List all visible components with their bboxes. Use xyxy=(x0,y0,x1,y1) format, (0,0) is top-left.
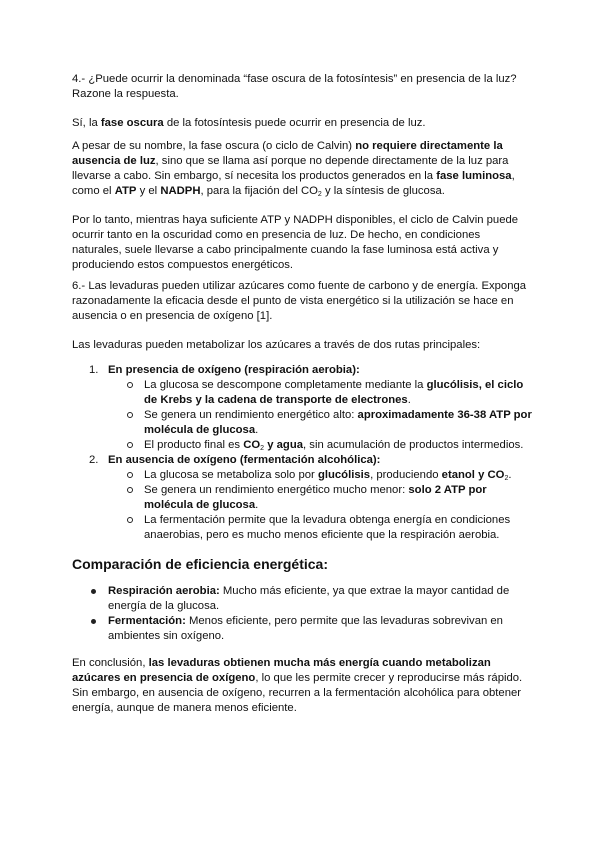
list-item xyxy=(72,584,532,614)
bold-text: ATP xyxy=(114,185,137,197)
comparison-list xyxy=(72,584,532,644)
question-6: 6.- Las levaduras pueden utilizar azúcares como fuente de carbono y de energía. Exponga razonadamente la eficacia desde el punto de vista energético si la utilización se hace en ausencia o en presencia de oxígeno [1]. xyxy=(72,280,527,322)
list-item: La fermentación permite que la levadura obtenga energía en condiciones anaerobias, pero es mucho menos eficiente que la respiración aerobia. xyxy=(108,513,532,543)
text: . xyxy=(407,394,411,406)
text: , para la fijación del CO xyxy=(200,185,318,197)
route-anaerobic xyxy=(72,453,532,543)
list-number: 1. xyxy=(89,364,99,376)
text: de la fotosíntesis puede ocurrir en presencia de luz. xyxy=(163,117,426,129)
route-aerobic xyxy=(72,363,532,453)
routes-list xyxy=(72,363,532,543)
list-item xyxy=(108,408,532,438)
comparison-heading: Comparación de eficiencia energética: xyxy=(72,556,328,572)
text: . xyxy=(508,469,512,481)
bold-text: glucólisis, el ciclo de Krebs y la cadena de transporte de electrones xyxy=(144,379,524,406)
list-item xyxy=(108,468,532,483)
text: y el xyxy=(136,185,161,197)
bold-text: las levaduras obtienen mucha más energía cuando metabolizan azúcares en presencia de oxígeno xyxy=(72,657,491,684)
text: y la síntesis de glucosa. xyxy=(321,185,445,197)
bold-text: aproximadamente 36-38 ATP por molécula de glucosa xyxy=(144,409,532,436)
route-details xyxy=(108,378,532,453)
text: . xyxy=(255,499,259,511)
text: , sin acumulación de productos intermedios. xyxy=(303,439,524,451)
text: , lo que les permite crecer y reproducirse más rápido. Sin embargo, en ausencia de oxígeno, recurren a la fermentación alcohólica para obtener energía, aunque de manera menos eficiente. xyxy=(72,672,523,714)
bold-text: no requiere directamente la ausencia de luz xyxy=(72,140,503,167)
answer-4-paragraph-2 xyxy=(72,139,532,199)
text: La glucosa se metaboliza solo por xyxy=(144,469,318,481)
text: En conclusión, xyxy=(72,657,149,669)
list-number: 2. xyxy=(89,454,99,466)
bold-text: fase oscura xyxy=(100,117,164,129)
list-item xyxy=(108,483,532,513)
text: , sino que se llama así porque no depende directamente de la luz para llevarse a cabo. Sin embargo, sí necesita los productos generados en la xyxy=(72,155,509,182)
route-title: En ausencia de oxígeno (fermentación alcohólica): xyxy=(108,454,381,466)
text: Se genera un rendimiento energético mucho menor: xyxy=(144,484,409,496)
subscript: 2 xyxy=(260,445,265,452)
subscript: 2 xyxy=(317,191,322,198)
bold-text: y agua xyxy=(264,439,304,451)
text: Se genera un rendimiento energético alto: xyxy=(144,409,358,421)
list-item xyxy=(72,614,532,644)
answer-4-paragraph-1 xyxy=(72,116,532,131)
bold-text: CO xyxy=(243,439,261,451)
text: , como el xyxy=(72,170,515,197)
text: , produciendo xyxy=(370,469,442,481)
route-title: En presencia de oxígeno (respiración aerobia): xyxy=(108,364,360,376)
bold-text: glucólisis xyxy=(317,469,371,481)
subscript: 2 xyxy=(504,475,509,482)
text: La glucosa se descompone completamente mediante la xyxy=(144,379,427,391)
text: A pesar de su nombre, la fase oscura (o ciclo de Calvin) xyxy=(72,140,356,152)
text: Menos eficiente, pero permite que las levaduras sobrevivan en ambientes sin oxígeno. xyxy=(108,615,503,642)
answer-4-paragraph-3: Por lo tanto, mientras haya suficiente ATP y NADPH disponibles, el ciclo de Calvin puede ocurrir tanto en la oscuridad como en presencia de luz. De hecho, en condiciones naturales, suele llevarse a cabo principalmente cuando la fase luminosa está activa y produciendo estos compuestos energéticos. xyxy=(72,214,519,271)
bold-text: fase luminosa xyxy=(436,170,512,182)
conclusion xyxy=(72,656,532,716)
bold-text: Fermentación: xyxy=(108,615,186,627)
bold-text: solo 2 ATP por molécula de glucosa xyxy=(144,484,487,511)
bold-text: etanol y CO xyxy=(441,469,505,481)
text: Sí, la xyxy=(72,117,101,129)
question-4: 4.- ¿Puede ocurrir la denominada “fase oscura de la fotosíntesis” en presencia de la luz? Razone la respuesta. xyxy=(72,73,517,100)
route-details xyxy=(108,468,532,543)
text: . xyxy=(255,424,259,436)
answer-6-intro: Las levaduras pueden metabolizar los azúcares a través de dos rutas principales: xyxy=(72,339,481,351)
text: Mucho más eficiente, ya que extrae la mayor cantidad de energía de la glucosa. xyxy=(108,585,510,612)
list-item xyxy=(108,378,532,408)
text: El producto final es xyxy=(144,439,244,451)
bold-text: Respiración aerobia: xyxy=(108,585,220,597)
bold-text: NADPH xyxy=(160,185,201,197)
list-item xyxy=(108,438,532,453)
